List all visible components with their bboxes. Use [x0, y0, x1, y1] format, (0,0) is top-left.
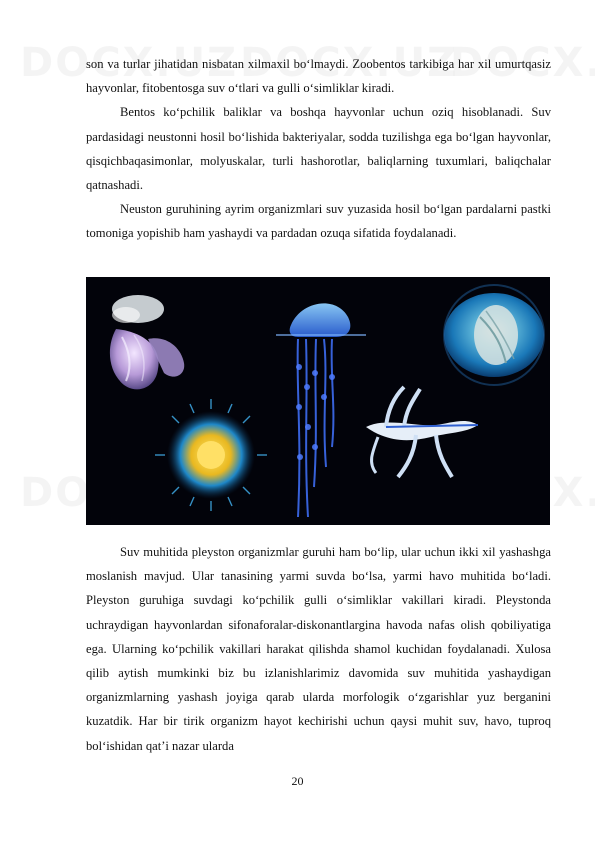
marine-organisms-illustration: [86, 277, 550, 525]
page-number: 20: [291, 774, 304, 788]
paragraph: son va turlar jihatidan nisbatan xilmaxil bo‘lmaydi. Zoobentos tarkibiga har xil umurtqasiz hayvonlar, fitobentosga suv o‘tlari va gulli o‘simliklar kiradi.: [86, 57, 551, 96]
blue-dragon-icon: [366, 387, 478, 477]
paragraph: Suv muhitida pleyston organizmlar guruhi ham bo‘lip, ular uchun ikki xil yashashga moslanish mavjud. Ular tanasining yarmi suvda bo‘lsa, yarmi havo muhitida bo‘ladi. Pleyston guruhiga suvdagi ko‘pchilik gulli o‘simliklar vakillari kiradi. Pleystonda uchraydigan hayvonlardan sifonaforalar-diskonantlargina havoda nafas olish qobiliyatiga ega. Ularning ko‘pchilik vakillari harakat qilishda shamol kuchidan foydalanadi. Xulosa qilib aytish mumkinki biz bu izlanishlarimiz davomida suv muhitida yashaydigan organizmlarning yashash joyiga qarab ularda morfologik o‘zgarishlar yuz berganini kuzatdik. Har bir tirik organizm hayot kechirishi uchun qaysi muhit suv, havo, tuproq bol‘ishidan qat’i nazar ularda: [86, 545, 551, 753]
paragraph: Neuston guruhining ayrim organizmlari suv yuzasida hosil bo‘lgan pardalarni pastki tomoniga yopishib ham yashaydi va pardadan ozuqa sifatida foydalanadi.: [86, 202, 551, 241]
paragraph: Bentos ko‘pchilik baliklar va boshqa hayvonlar uchun oziq hisoblanadi. Suv pardasidagi neustonni hosil bo‘lishida bakteriyalar, sodda tuzilishga ega bo‘lgan hayvonlar, qisqichbaqasimonlar, molyuskalar, turli hashorotlar, baliqlarning tuxumlari, baliqchalar qatnashadi.: [86, 105, 551, 193]
body-text-bottom: [86, 540, 551, 758]
porpita-icon: [155, 399, 267, 511]
velella-icon: [444, 285, 544, 385]
body-text-top: [86, 52, 551, 246]
marine-organisms-figure: [86, 277, 550, 525]
man-of-war-icon: [276, 303, 366, 517]
sea-snail-icon: [110, 295, 184, 389]
